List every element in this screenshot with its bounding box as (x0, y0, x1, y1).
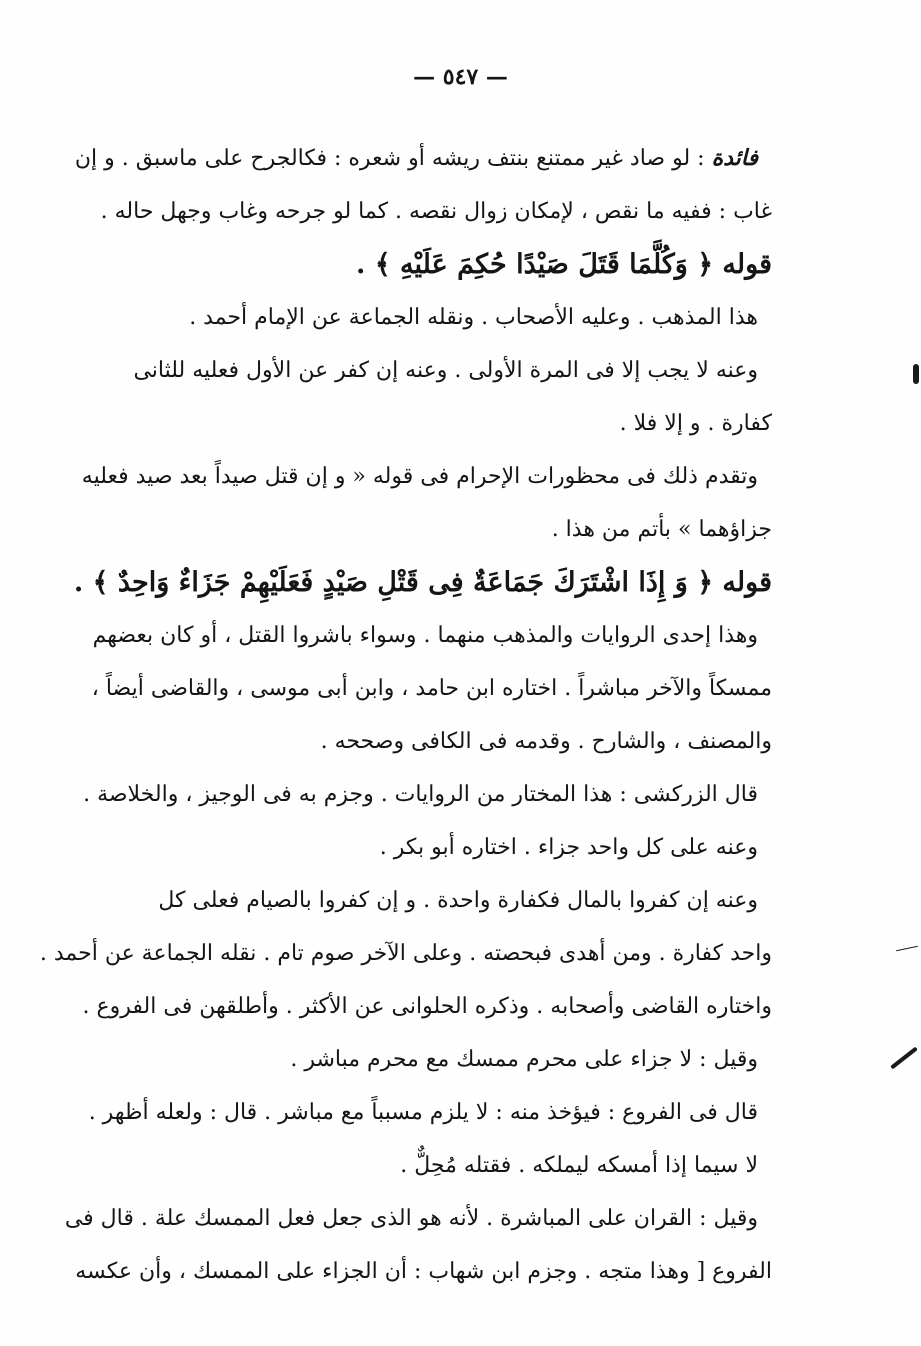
text-line: وقيل : القران على المباشرة . لأنه هو الذى جعل فعل الممسك علة . قال فى (64, 1206, 758, 1231)
text-line: الفروع [ وهذا متجه . وجزم ابن شهاب : أن الجزاء على الممسك ، وأن عكسه (75, 1259, 772, 1284)
line-text: : لو صاد غير ممتنع بنتف ريشه أو شعره : فكالجرح على ماسبق . و إن (74, 146, 712, 171)
text-line: قال الزركشى : هذا المختار من الروايات . وجزم به فى الوجيز ، والخلاصة . (83, 782, 758, 807)
text-line: قال فى الفروع : فيؤخذ منه : لا يلزم مسبباً مع مباشر . قال : ولعله أظهر . (88, 1100, 758, 1125)
text-line: وعنه إن كفروا بالمال فكفارة واحدة . و إن كفروا بالصيام فعلى كل (158, 888, 758, 913)
scan-mark (890, 1047, 918, 1070)
verse-line: قوله ﴿ وَ إِذَا اشْتَرَكَ جَمَاعَةٌ فِى قَتْلِ صَيْدٍ فَعَلَيْهِمْ جَزَاءٌ وَاحِدٌ ﴾ . (73, 567, 772, 598)
text-line: واحد كفارة . ومن أهدى فبحصته . وعلى الآخر صوم تام . نقله الجماعة عن أحمد . (39, 941, 772, 966)
scan-mark (896, 946, 918, 952)
text-line: هذا المذهب . وعليه الأصحاب . ونقله الجماعة عن الإمام أحمد . (189, 305, 758, 330)
text-line: وقيل : لا جزاء على محرم ممسك مع محرم مباشر . (290, 1047, 758, 1072)
text-line: والمصنف ، والشارح . وقدمه فى الكافى وصححه . (320, 729, 772, 754)
text-line (74, 132, 772, 185)
note-label: فائدة (711, 145, 758, 171)
text-line: واختاره القاضى وأصحابه . وذكره الحلوانى عن الأكثر . وأطلقهن فى الفروع . (82, 994, 772, 1019)
text-line: وتقدم ذلك فى محظورات الإحرام فى قوله « و إن قتل صيداً بعد صيد فعليه (81, 464, 758, 489)
text-line: غاب : ففيه ما نقص ، لإمكان زوال نقصه . كما لو جرحه وغاب وجهل حاله . (100, 199, 772, 224)
text-line: وهذا إحدى الروايات والمذهب منهما . وسواء باشروا القتل ، أو كان بعضهم (92, 623, 758, 648)
text-line: وعنه على كل واحد جزاء . اختاره أبو بكر . (379, 835, 758, 860)
page-number: — ٥٤٧ — (413, 64, 508, 90)
text-line: جزاؤهما » بأتم من هذا . (551, 517, 772, 542)
text-line: وعنه لا يجب إلا فى المرة الأولى . وعنه إن كفر عن الأول فعليه للثانى (133, 358, 758, 383)
text-line: ممسكاً والآخر مباشراً . اختاره ابن حامد ، وابن أبى موسى ، والقاضى أيضاً ، (91, 676, 772, 701)
text-line: كفارة . و إلا فلا . (619, 411, 772, 436)
body-text (39, 132, 772, 1298)
verse-line: قوله ﴿ وَكُلَّمَا قَتَلَ صَيْدًا حُكِمَ عَلَيْهِ ﴾ . (356, 249, 772, 280)
text-line: لا سيما إذا أمسكه ليملكه . فقتله مُحِلٌّ . (400, 1153, 758, 1178)
scan-mark (913, 364, 919, 384)
